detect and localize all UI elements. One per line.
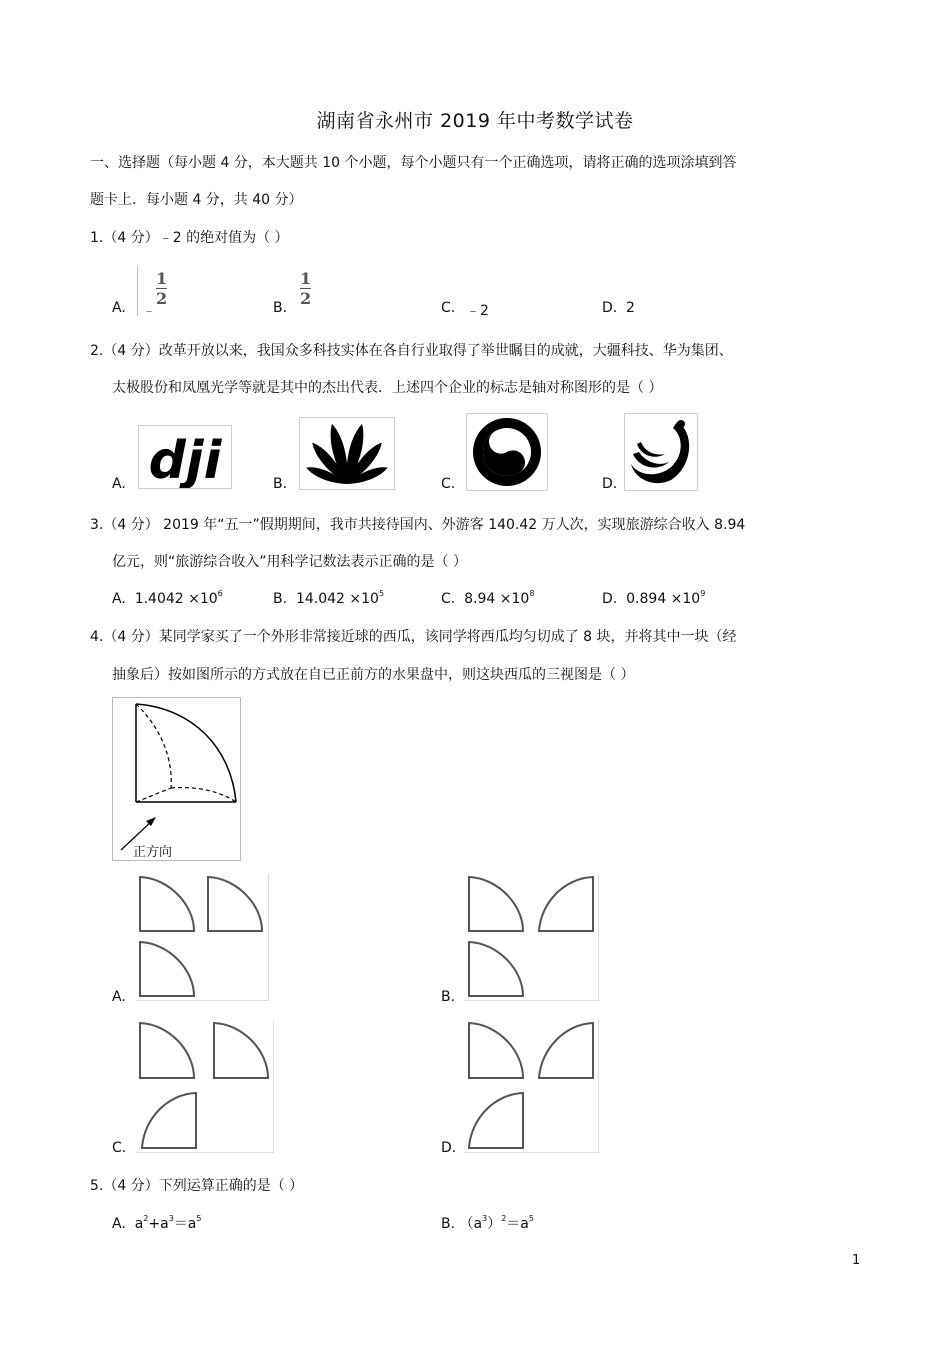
question-2-line1: 2.（4 分）改革开放以来，我国众多科技实体在各自行业取得了举世瞩目的成就，大疆科技、华为集团、: [90, 343, 733, 359]
direction-label: 正方向: [133, 845, 173, 860]
q1-option-a-numerator: 1: [156, 269, 168, 288]
q5-option-b-letter: B.: [441, 1216, 456, 1232]
q5-option-b-open: （a: [459, 1216, 483, 1232]
question-3-line2: 亿元，则“旅游综合收入”用科学记数法表示正确的是（ ）: [112, 554, 467, 570]
q5-option-b-exp2: 2: [501, 1214, 507, 1223]
q3-option-d: [602, 589, 705, 607]
q5-option-a-exp2: 3: [168, 1214, 174, 1223]
q4-option-a-views: [136, 874, 269, 1001]
q3-option-c-exp: 8: [529, 589, 535, 598]
q5-option-b-exp1: 3: [482, 1214, 488, 1223]
q1-option-a-letter: A.: [112, 300, 126, 316]
q3-option-b: [273, 589, 384, 607]
q4-option-a-letter: A.: [112, 989, 126, 1005]
q3-option-d-letter: D.: [602, 591, 618, 607]
section-instructions-line1: 一、选择题（每小题 4 分，本大题共 10 个小题，每个小题只有一个正确选项，请将正确的选项涂填到答: [90, 155, 737, 171]
q4-option-d-letter: D.: [441, 1140, 457, 1156]
q3-option-d-exp: 9: [700, 589, 706, 598]
phoenix-logo-image: [624, 413, 698, 491]
q1-option-a-sign: ﹣: [142, 303, 156, 319]
q1-option-b-letter: B.: [273, 300, 288, 316]
q1-option-a-bracket: [137, 266, 138, 316]
q3-option-c: [441, 589, 534, 607]
q3-option-c-letter: C.: [441, 591, 456, 607]
q3-option-a-coef: 1.4042 ×10: [134, 591, 218, 607]
question-2-line2: 太极股份和凤凰光学等就是其中的杰出代表．上述四个企业的标志是轴对称图形的是（ ）: [112, 380, 663, 396]
q3-option-b-coef: 14.042 ×10: [295, 591, 379, 607]
q3-option-a-letter: A.: [112, 591, 126, 607]
q2-option-b-letter: B.: [273, 476, 288, 492]
question-4-line1: 4.（4 分）某同学家买了一个外形非常接近球的西瓜，该同学将西瓜均匀切成了 8 块，并将其中一块（经: [90, 629, 737, 645]
q2-option-c-letter: C.: [441, 476, 456, 492]
q3-option-a: [112, 589, 223, 607]
q5-option-a-letter: A.: [112, 1216, 126, 1232]
q5-option-b: [441, 1213, 534, 1233]
question-1-stem: 1.（4 分）﹣2 的绝对值为（ ）: [90, 230, 289, 246]
q5-option-a-eq: ＝a: [173, 1216, 197, 1232]
dji-logo-text: dji: [148, 431, 222, 488]
question-3-line1: 3.（4 分） 2019 年“五一”假期期间，我市共接待国内、外游客 140.42 万人次，实现旅游综合收入 8.94: [90, 517, 746, 533]
question-4-line2: 抽象后）按如图所示的方式放在自已正前方的水果盘中，则这块西瓜的三视图是（ ）: [112, 667, 635, 683]
q5-option-b-eq: ＝a: [506, 1216, 529, 1232]
q2-option-a-letter: A.: [112, 476, 126, 492]
q1-option-a-fraction: [156, 270, 167, 307]
taiji-logo-image: [466, 413, 548, 491]
q1-option-c-letter: C.: [441, 300, 456, 316]
huawei-logo-image: [299, 417, 395, 490]
q5-option-a-exp1: 2: [143, 1214, 149, 1223]
q4-option-b-letter: B.: [441, 989, 456, 1005]
q3-option-d-coef: 0.894 ×10: [626, 591, 701, 607]
dji-logo-image: [138, 425, 232, 489]
section-instructions-line2: 题卡上．每小题 4 分，共 40 分）: [90, 192, 303, 208]
q1-option-d-letter: D.: [602, 300, 618, 316]
page-title: 湖南省永州市 2019 年中考数学试卷: [316, 110, 634, 132]
q1-option-c-text: ﹣2: [466, 303, 489, 319]
q3-option-b-letter: B.: [273, 591, 288, 607]
q4-option-c-letter: C.: [112, 1140, 127, 1156]
question-5-stem: 5.（4 分）下列运算正确的是（ ）: [90, 1178, 304, 1194]
q1-option-b-fraction: [300, 270, 311, 307]
q1-option-b-numerator: 1: [300, 269, 312, 288]
q5-option-a-mid: +a: [148, 1216, 169, 1232]
q5-option-a-exp3: 5: [196, 1214, 202, 1223]
q2-option-d-letter: D.: [602, 476, 618, 492]
q4-option-b-views: [465, 874, 599, 1001]
q1-option-d-text: 2: [626, 300, 635, 316]
q5-option-b-exp3: 5: [528, 1214, 534, 1223]
q1-option-a-denominator: 2: [156, 289, 168, 308]
page-number: 1: [852, 1253, 861, 1268]
q3-option-c-coef: 8.94 ×10: [464, 591, 530, 607]
q5-option-a: [112, 1213, 201, 1233]
q4-option-d-views: [465, 1020, 599, 1153]
q5-option-b-close: ）: [487, 1216, 502, 1232]
q5-option-a-base: a: [134, 1216, 144, 1232]
q3-option-b-exp: 5: [378, 589, 385, 598]
q1-option-b-denominator: 2: [300, 289, 312, 308]
watermelon-slice-figure: [112, 697, 241, 861]
q4-option-c-views: [136, 1020, 274, 1153]
q3-option-a-exp: 6: [217, 589, 223, 598]
